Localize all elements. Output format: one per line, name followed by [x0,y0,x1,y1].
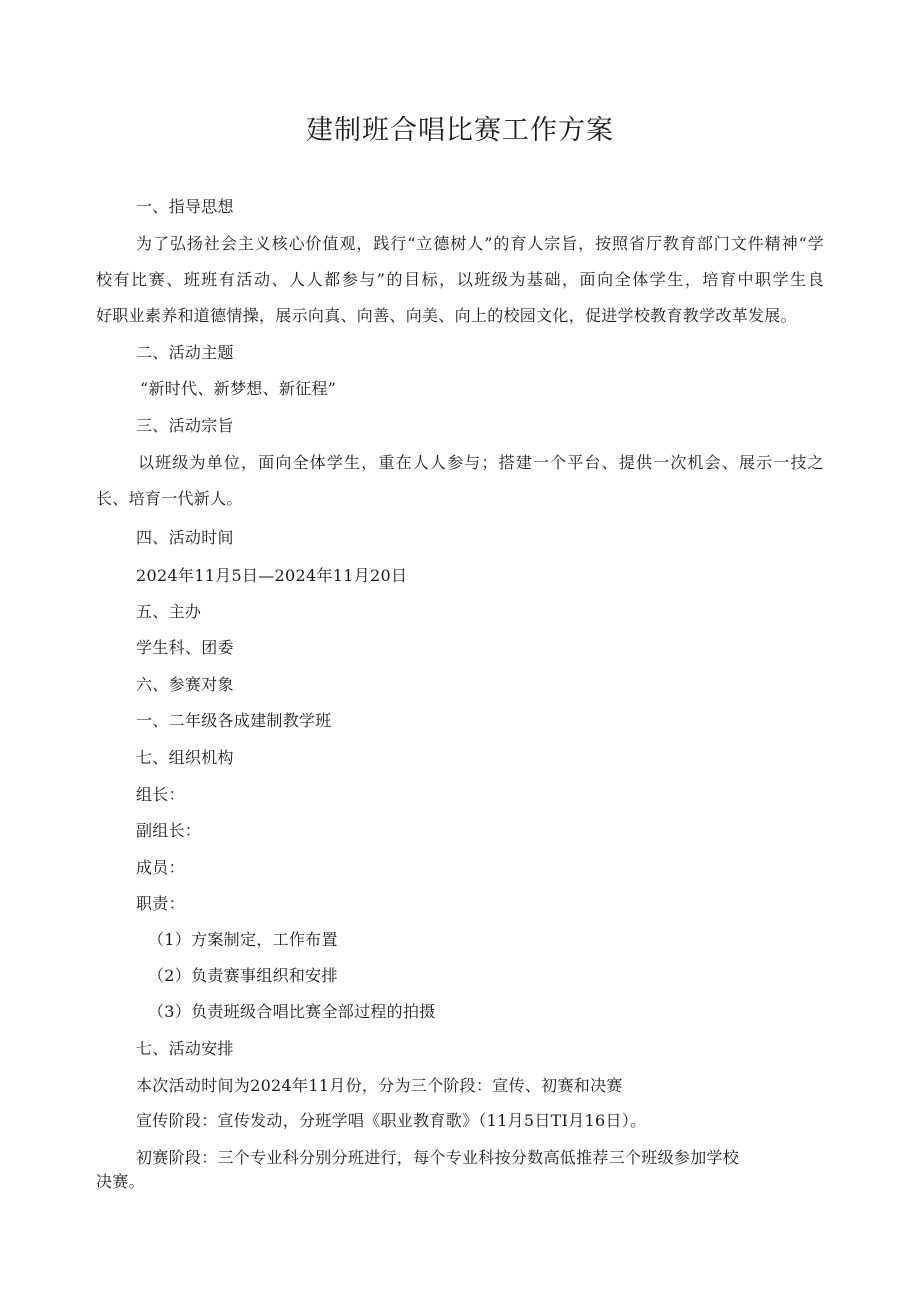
duty-item: （3）负责班级合唱比赛全部过程的拍摄 [148,1002,436,1021]
paragraph-line: 为了弘扬社会主义核心价值观，践行“立德树人”的育人宗旨，按照省厅教育部门文件精神“学 [136,234,824,253]
participants-text: 一、二年级各成建制教学班 [136,711,332,730]
paragraph-line: 校有比赛、班班有活动、人人都参与”的目标，以班级为基础，面向全体学生，培育中职学生良 [96,270,824,289]
section-heading-time: 四、活动时间 [136,528,234,547]
document-title: 建制班合唱比赛工作方案 [306,115,614,146]
team-leader-label: 组长： [136,785,185,804]
section-heading-organizer: 五、主办 [136,602,202,621]
preliminary-stage-text-cont: 决赛。 [96,1172,145,1191]
duty-item: （1）方案制定，工作布置 [148,930,338,949]
activity-dates: 2024年11月5日—2024年11月20日 [136,566,408,585]
duty-item: （2）负责赛事组织和安排 [148,966,338,985]
duties-label: 职责： [136,894,185,913]
section-heading-organization: 七、组织机构 [136,748,234,767]
paragraph-line: 长、培育一代新人。 [96,489,243,508]
section-heading-guiding-thought: 一、指导思想 [136,197,234,216]
section-heading-participants: 六、参赛对象 [136,675,234,694]
preliminary-stage-text: 初赛阶段：三个专业科分别分班进行，每个专业科按分数高低推荐三个班级参加学校 [136,1148,740,1167]
deputy-leader-label: 副组长： [136,821,202,840]
section-heading-arrangement: 七、活动安排 [136,1039,234,1058]
theme-text: “新时代、新梦想、新征程” [140,379,337,398]
paragraph-line: 以班级为单位，面向全体学生，重在人人参与；搭建一个平台、提供一次机会、展示一技之 [138,453,824,472]
arrangement-text: 本次活动时间为2024年11月份，分为三个阶段：宣传、初赛和决赛 [136,1076,623,1095]
paragraph-line: 好职业素养和道德情操，展示向真、向善、向美、向上的校园文化，促进学校教育教学改革发展。 [96,306,797,325]
organizer-text: 学生科、团委 [136,638,234,657]
section-heading-purpose: 三、活动宗旨 [136,416,234,435]
members-label: 成员： [136,858,185,877]
publicity-stage-text: 宣传阶段：宣传发动，分班学唱《职业教育歌》（11月5日TI月16日）。 [136,1111,647,1130]
section-heading-theme: 二、活动主题 [136,343,234,362]
